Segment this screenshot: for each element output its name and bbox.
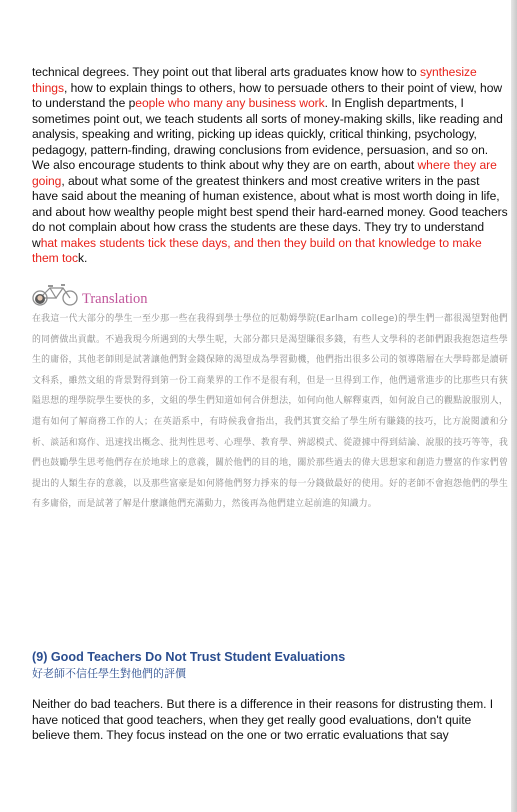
section-subtitle: 好老師不信任學生對他們的評價 [32, 667, 186, 680]
text-run: , how to explain things to others, how to persuade others to their point of view, how to understand the p [32, 80, 503, 110]
english-paragraph-bottom: Neither do bad teachers. But there is a difference in their reasons for distrusting them. I have noticed that good teachers, when they get really good evaluations, don't quite believe them. They focus instead on the one or two erratic evaluations that say [32, 697, 494, 742]
highlighted-phrase: hat makes students tick these days, and then they build on that knowledge to make them toc [32, 235, 482, 265]
section-title: (9) Good Teachers Do Not Trust Student Evaluations [32, 650, 346, 664]
highlighted-phrase: synthesize things [32, 65, 477, 95]
highlighted-phrase: where they are going [32, 158, 497, 188]
english-paragraph-top [32, 65, 508, 267]
bicycle-icon [30, 280, 88, 310]
translation-heading [30, 280, 170, 310]
page-edge [511, 0, 517, 812]
chinese-translation: 在我這一代大部分的學生一至少那一些在我得到學士學位的厄勒姆學院(Earlham college)的學生們一都很渴望對他們的同儕做出貢獻。不過我現今所遇到的大學生呢，大部分都只是渴望賺很多錢，有些人文學科的老師們跟我抱怨這些學生的庸俗，其他老師則是試著讓他們對金錢保障的渴望成為學習動機，他們指出很多公司的領導階層在大學時都是讀研文科系，雖然文組的背景對得到第一份工商業界的工作不是很有利，但是一旦得到工作，他們通常進步的比那些只有狹隘思想的理學院學生要快的多，文組的學生們知道如何合併想法，如何向他人解釋東西，如何說自己的觀點說服別人，還有如何了解商務工作的人；在英語系中，有時候我會指出，我們其實交給了學生所有賺錢的技巧，比方說閱讀和分析、談話和寫作、迅速找出概念、批判性思考、心理學、教育學、辨認模式、從證據中得到結論、說服的技巧等等，我們也鼓勵學生思考他們存在於地球上的意義，關於他們的目的地，關於那些過去的偉大思想家和創造力豐富的作家們曾提出的人類生存的意義，以及那些富豪是如何將他們努力掙來的每一分錢做最好的使用。好的老師不會抱怨他們的學生有多庸俗，而是試著了解是什麼讓他們充滿動力，然後再為他們建立起前進的知識力。 [32, 314, 508, 510]
translation-title: Translation [82, 291, 148, 307]
text-run: technical degrees. They point out that liberal arts graduates know how to [32, 65, 421, 79]
text-run: . In English departments, I sometimes point out, we teach students all sorts of money-making skills, like reading and analysis, speaking and writing, picking up ideas quickly, critical thinking, psychology, pedagogy, pattern-finding, drawing conclusions from evidence, persuasion, and so on. We also encourage students to think about why they are on earth, about [32, 96, 503, 172]
highlighted-phrase: eople who many any business work [135, 96, 325, 110]
text-run: , about what some of the greatest thinkers and most creative writers in the past have said about the meaning of human existence, about what is most worth doing in life, and about how wealthy people might best spend their hard-earned money. Good teachers do not complain about how crass the students are these days. They try to understand w [32, 173, 508, 250]
text-run: k. [77, 251, 88, 265]
